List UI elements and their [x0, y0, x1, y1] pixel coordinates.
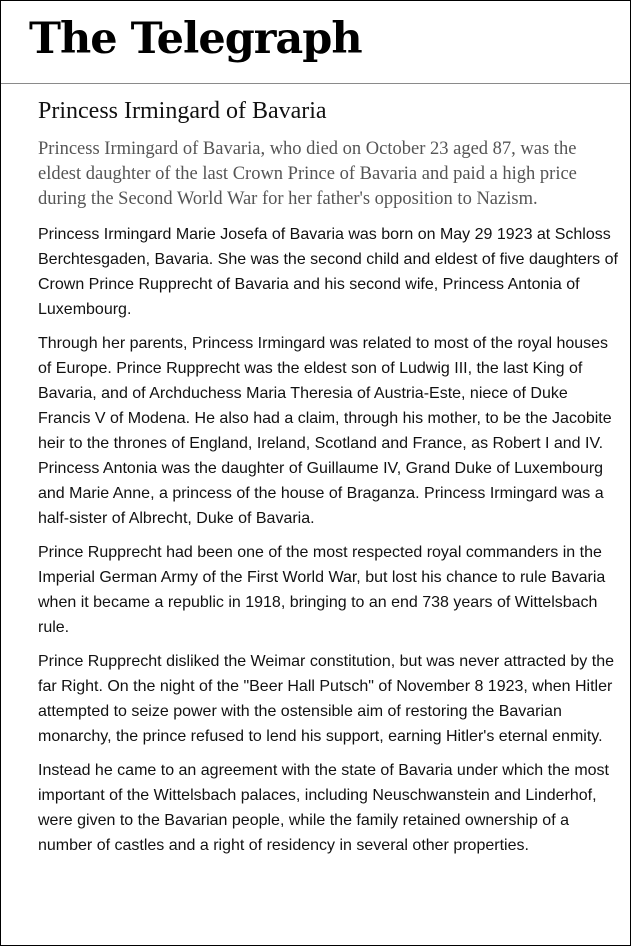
article-paragraph: Instead he came to an agreement with the state of Bavaria under which the most important of the Wittelsbach palaces, including Neuschwanstein and Linderhof, were given to the Bavarian people, while the family retained ownership of a number of castles and a right of residency in several other properties. [38, 762, 609, 854]
article-headline: Princess Irmingard of Bavaria [38, 98, 327, 124]
telegraph-logo[interactable]: The Telegraph [29, 14, 362, 64]
article-paragraph: Through her parents, Princess Irmingard was related to most of the royal houses of Europe. Prince Rupprecht was the eldest son of Ludwig III, the last King of Bavaria, and of Archduchess Maria Theresia of Austria-Este, niece of Duke Francis V of Modena. He also had a claim, through his mother, to be the Jacobite heir to the thrones of England, Ireland, Scotland and France, as Robert I and IV. Princess Antonia was the daughter of Guillaume IV, Grand Duke of Luxembourg and Marie Anne, a princess of the house of Braganza. Princess Irmingard was a half-sister of Albrecht, Duke of Bavaria. [38, 335, 612, 527]
masthead [1, 1, 630, 84]
article-standfirst: Princess Irmingard of Bavaria, who died on October 23 aged 87, was the eldest daughter of the last Crown Prince of Bavaria and paid a high price during the Second World War for her father's opposition to Nazism. [38, 139, 577, 209]
article-paragraph: Prince Rupprecht had been one of the most respected royal commanders in the Imperial German Army of the First World War, but lost his chance to rule Bavaria when it became a republic in 1918, bringing to an end 738 years of Wittelsbach rule. [38, 544, 606, 636]
article-paragraph: Princess Irmingard Marie Josefa of Bavaria was born on May 29 1923 at Schloss Berchtesgaden, Bavaria. She was the second child and eldest of five daughters of Crown Prince Rupprecht of Bavaria and his second wife, Princess Antonia of Luxembourg. [38, 226, 618, 318]
article [38, 95, 618, 867]
article-paragraph: Prince Rupprecht disliked the Weimar constitution, but was never attracted by the far Right. On the night of the "Beer Hall Putsch" of November 8 1923, when Hitler attempted to seize power with the ostensible aim of restoring the Bavarian monarchy, the prince refused to lend his support, earning Hitler's eternal enmity. [38, 653, 614, 745]
